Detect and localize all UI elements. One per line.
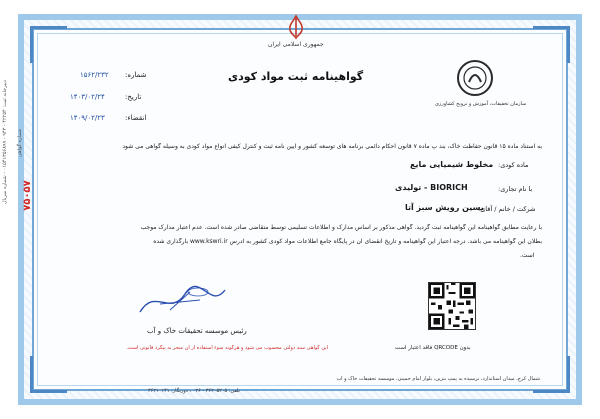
organization-logo-icon	[455, 58, 495, 98]
brand-label: با نام تجاری:	[498, 185, 533, 193]
body-paragraph-line3: است.	[520, 252, 535, 259]
org-name: سازمان تحقیقات، آموزش و ترویج کشاورزی	[435, 101, 527, 107]
brand-value: BIORICH - تولیدی	[395, 183, 468, 192]
left-side-small-label: شماره گواهی	[17, 128, 24, 158]
left-side-serial: دبیرخانه ثبت: ۴۲۲۵۴ - ۹۴۳ - ۰۱۵۴۱۳۵۶۸۹۹ - شماره سریال	[2, 80, 8, 204]
page-title: گواهینامه ثبت مواد کودی	[228, 70, 364, 83]
preamble-text: به استناد ماده ۱۵ قانون حفاظت خاک، بند پ ماده ۷ قانون احکام دائمی برنامه های توسعه کشور و آیین نامه ثبت و کنترل کیفی انواع مواد کودی به وسیله گواهی می شود	[122, 143, 542, 150]
iran-emblem-icon	[283, 14, 309, 40]
body-paragraph-line2: بطلان این گواهینامه می باشد. درجه اعتبار این گواهینامه و تاریخ انقضای آن در پایگاه جامع اطلاعات مواد کودی کشور به آدرس www.kswri.ir بارگذاری شده	[153, 238, 542, 245]
signature-stamp-icon	[130, 282, 230, 322]
date-value: ۱۴۰۳/۰۲/۲۴	[70, 93, 105, 101]
expiry-value: ۱۴۰۹/۰۲/۲۳	[70, 114, 105, 122]
number-label: شماره:	[125, 71, 147, 79]
corner-ornament-bottom-left	[30, 356, 67, 393]
red-serial-number: ۷۵۰۵۷	[21, 180, 33, 211]
corner-ornament-top-left	[30, 26, 67, 63]
legal-warning: این گواهی سند دولتی محسوب می شود و هرگونه سوء استفاده از آن منجر به پیگرد قانونی است.	[126, 345, 328, 351]
company-value: بسین رویش سبز آتا	[405, 203, 484, 212]
expiry-label: انقضاء:	[125, 114, 147, 122]
fertilizer-label: ماده کودی:	[498, 161, 529, 169]
number-value: ۱۵۶۲/۲۳۲	[80, 71, 109, 79]
company-label: شرکت / خانم / آقای:	[478, 205, 536, 213]
date-label: تاریخ:	[125, 93, 142, 101]
footer-address: شمال کرج، میدان استاندارد، نرسیده به پمپ بنزین، بلوار امام خمینی، موسسه تحقیقات خاک و آب	[336, 376, 540, 382]
signer-title: رئیس موسسه تحقیقات خاک و آب	[147, 327, 247, 335]
corner-ornament-bottom-right	[533, 356, 570, 393]
qr-code-icon	[428, 282, 476, 330]
footer-phone: تلفن: ۳۶۲۰۵۲۰۵ - ۰۲۶ ، دورنگار: ۳۶۲۱۰۱۴۱	[148, 388, 240, 394]
corner-ornament-top-right	[533, 26, 570, 63]
fertilizer-value: مخلوط شیمیایی مایع	[410, 160, 494, 169]
body-paragraph-line1: با رعایت مطابق گواهینامه این گواهینامه ثبت گردید. گواهی مذکور بر اساس مدارک و اطلاعات تسلیمی توسط متقاضی صادر شده است. عدم اعتبار مدارک موجب	[140, 224, 542, 231]
republic-heading: جمهوری اسلامی ایران	[268, 41, 324, 48]
qr-validation-note: بدون QRCODE فاقد اعتبار است	[395, 345, 471, 351]
